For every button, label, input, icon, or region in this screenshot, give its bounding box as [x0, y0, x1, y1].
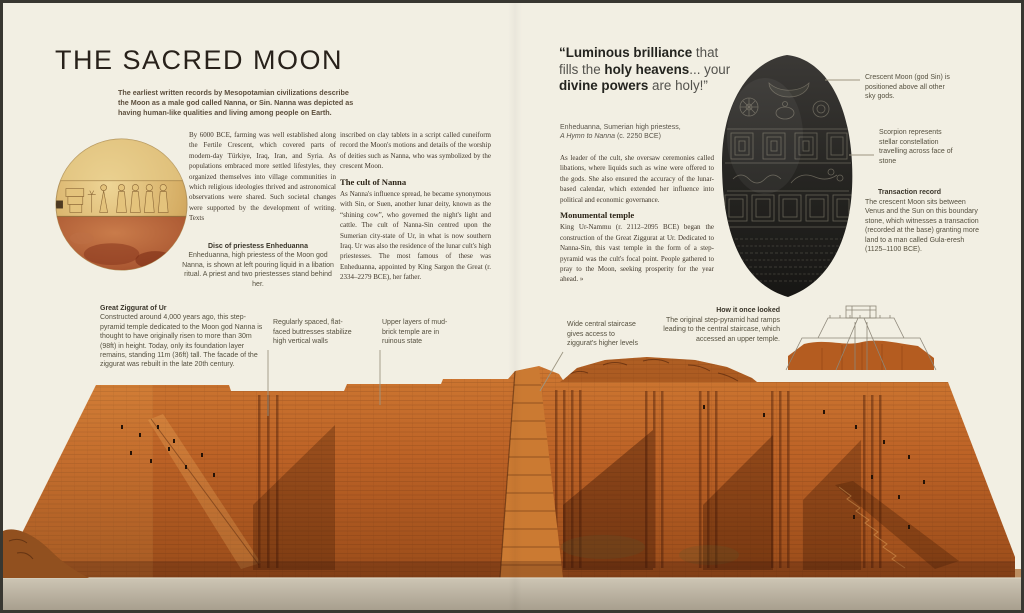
body-column-3: [560, 153, 714, 285]
transaction-record-title: Transaction record: [878, 189, 942, 196]
ziggurat-photo: [3, 355, 1021, 610]
disc-caption: [179, 242, 337, 289]
transaction-record-note: [865, 188, 985, 255]
quote-seg-2: that fills the: [559, 45, 719, 77]
attribution-work: A Hymn to Nanna: [560, 133, 615, 141]
crescent-moon-note: Crescent Moon (god Sin) is positioned above all other sky gods.: [865, 74, 950, 100]
monumental-temple-heading: Monumental temple: [560, 210, 635, 221]
ziggurat-caption-title: Great Ziggurat of Ur: [100, 305, 167, 312]
scorpion-note: Scorpion represents stellar constellation travelling across face of stone: [879, 129, 953, 165]
ziggurat-caption-body: Constructed around 4,000 years ago, this step-pyramid temple dedicated to the Moon god Nanna is thought to have originally risen to more than 30m (98ft) in height. Today, only its foundation layer remains, standing 11m (36ft) tall. The facade of the ziggurat was rebuilt in the late 20th century.: [100, 314, 263, 369]
disc-caption-body: Enheduanna, high priestess of the Moon god Nanna, is shown at left pouring liquid in a libation ritual. A priest and two priestesses stand behind her.: [182, 252, 334, 288]
column3-paragraph-2: King Ur-Nammu (r. 2112–2095 BCE) began the construction of the Great Ziggurat at Ur. Dedicated to Nanna-Sin, this vast temple in the form of a step-pyramid was the cult's focal point. People gathered to pray to the Moon, seeking prosperity for the year ahead. »: [560, 223, 714, 284]
attribution-name: Enheduanna, Sumerian high priestess,: [560, 124, 681, 131]
boundary-stone-image: [713, 51, 861, 301]
column3-paragraph-1: As leader of the cult, she oversaw ceremonies called libations, where liquids such as wine were offered to the gods. She also ensured the accuracy of the lunar-based calendar, which extended her influence into political and economic governance.: [560, 154, 714, 204]
column2-paragraph-1: inscribed on clay tablets in a script called cuneiform record the Moon's motions and details of the worship of deities such as Nanna, who was symbolized by the crescent Moon.: [340, 131, 491, 171]
disc-caption-title: Disc of priestess Enheduanna: [208, 243, 308, 250]
quote-seg-1: “Luminous brilliance: [559, 45, 693, 60]
intro-text: The earliest written records by Mesopotamian civilizations describe the Moon as a male god called Nanna, or Sin. Nanna was depicted as having human-like qualities and living among people on Earth.: [118, 88, 354, 118]
quote-seg-6: are holy!”: [648, 78, 708, 94]
attribution-date: (c. 2250 BCE): [615, 133, 661, 141]
reconstruction-body: The original step-pyramid had ramps leading to the central staircase, which accessed an upper temple.: [663, 316, 780, 343]
body-column-1: By 6000 BCE, farming was well established along the Fertile Crescent, which covered parts of modern-day Türkiye, Iraq, Iran, and Syria. As populations embraced more settled lifestyles, they organized themselves into village communities in which religious ideologies thrived and astronomical observations were shared. Such societal changes were supported by the development of writing. Texts: [189, 131, 336, 223]
staircase-label: Wide central staircase gives access to ziggurat's higher levels: [567, 321, 638, 347]
buttresses-label: Regularly spaced, flat-faced buttresses stabilize high vertical walls: [273, 319, 352, 345]
body-column-2: [340, 130, 491, 283]
quote-seg-3: holy heavens: [604, 61, 690, 77]
quote-seg-4: ... your: [689, 61, 731, 77]
cult-of-nanna-heading: The cult of Nanna: [340, 176, 407, 187]
quote-attribution: [560, 123, 720, 141]
transaction-record-body: The crescent Moon sits between Venus and the Sun on this boundary stone, which witnesses a transaction (recorded at the base) granting more land to a man called Gula-eresh (1125–1100 BCE).: [865, 198, 980, 253]
quote-seg-5: divine powers: [559, 78, 649, 94]
enheduanna-disc-image: [54, 137, 189, 272]
column2-paragraph-2: As Nanna's influence spread, he became synonymous with Sin, or Suen, another lunar deity, known as the “shining cow”, who governed the night's light and cattle. The cult of Nanna-Sin centred upon the Sumerian city-state of Ur, in what is now southern Iraq. Ur was also the residence of the lunar cult's high priestesses. The most famous of these was Enheduanna, appointed by King Sargon the Great (r. 2334–2279 BCE), her father.: [340, 190, 491, 282]
pull-quote: [559, 45, 731, 95]
reconstruction-caption: [658, 306, 780, 344]
page-title: THE SACRED MOON: [55, 45, 344, 75]
upper-layers-label: Upper layers of mud-brick temple are in ruinous state: [382, 319, 448, 345]
reconstruction-title: How it once looked: [716, 307, 780, 314]
